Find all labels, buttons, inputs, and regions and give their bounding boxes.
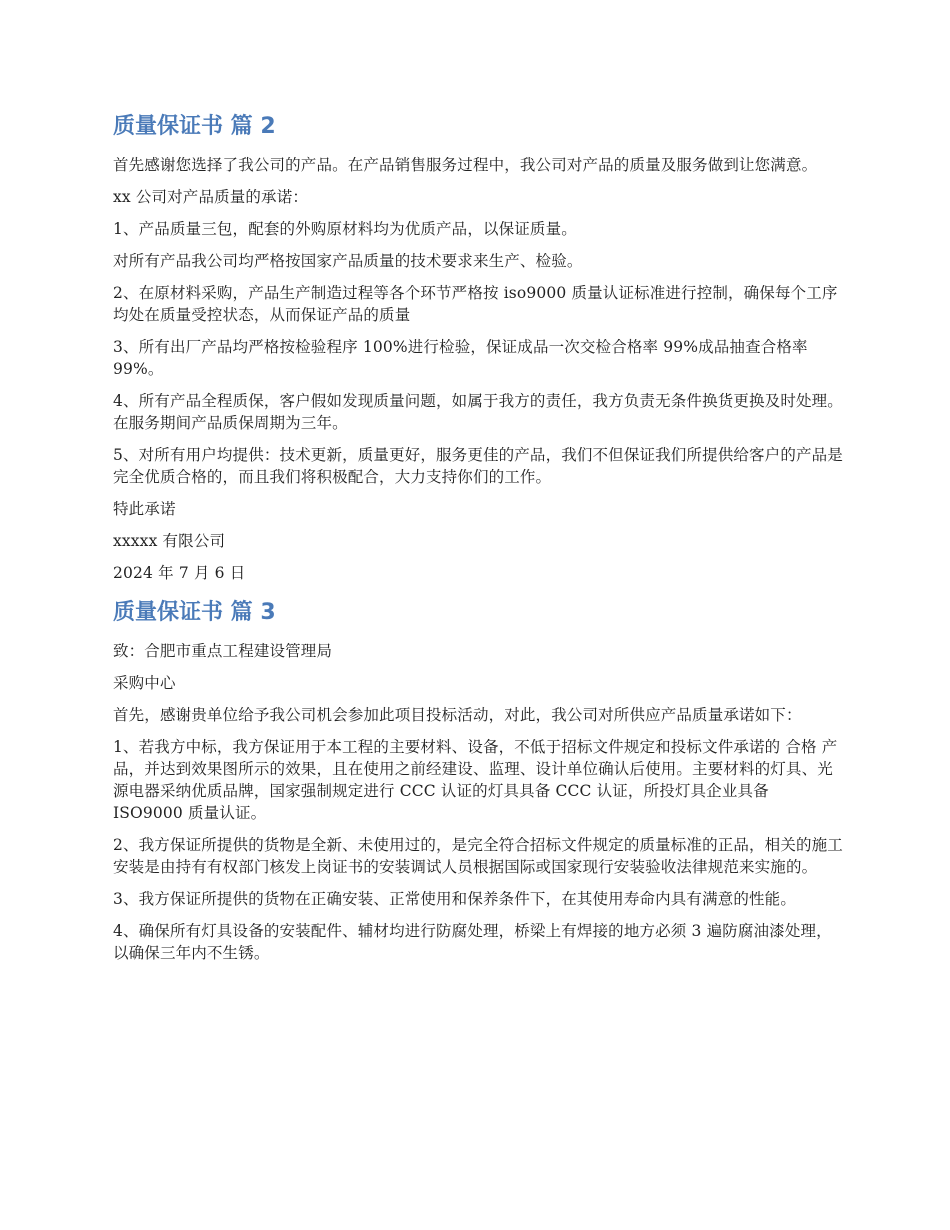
paragraph: 4、所有产品全程质保，客户假如发现质量问题，如属于我方的责任，我方负责无条件换货更换及时处理。在服务期间产品质保周期为三年。 — [113, 392, 843, 432]
paragraph: 1、若我方中标，我方保证用于本工程的主要材料、设备，不低于招标文件规定和投标文件承诺的 合格 产品，并达到效果图所示的效果，且在使用之前经建设、监理、设计单位确认后使用。主要材料的灯具、光源电器采纳优质品牌，国家强制规定进行 CCC 认证的灯具具备 CCC 认证，所投灯具企业具备 ISO9000 质量认证。 — [113, 738, 838, 822]
document-page — [113, 108, 843, 974]
section-3 — [113, 594, 843, 964]
date: 2024 年 7 月 6 日 — [113, 564, 246, 582]
paragraph: 对所有产品我公司均严格按国家产品质量的技术要求来生产、检验。 — [113, 252, 583, 270]
company-name: xxxxx 有限公司 — [113, 532, 226, 550]
paragraph: 2、我方保证所提供的货物是全新、未使用过的，是完全符合招标文件规定的质量标准的正品，相关的施工安装是由持有有权部门核发上岗证书的安装调试人员根据国际或国家现行安装验收法律规范来实施的。 — [113, 836, 843, 876]
paragraph: 4、确保所有灯具设备的安装配件、辅材均进行防腐处理，桥梁上有焊接的地方必须 3 遍防腐油漆处理，以确保三年内不生锈。 — [113, 922, 832, 962]
paragraph: 2、在原材料采购，产品生产制造过程等各个环节严格按 iso9000 质量认证标准进行控制，确保每个工序均处在质量受控状态，从而保证产品的质量 — [113, 284, 838, 324]
section-3-title: 质量保证书 篇 3 — [113, 600, 276, 625]
paragraph: 1、产品质量三包，配套的外购原材料均为优质产品，以保证质量。 — [113, 220, 577, 238]
paragraph: 首先感谢您选择了我公司的产品。在产品销售服务过程中，我公司对产品的质量及服务做到让您满意。 — [113, 156, 818, 174]
paragraph: 5、对所有用户均提供：技术更新，质量更好，服务更佳的产品，我们不但保证我们所提供给客户的产品是完全优质合格的，而且我们将积极配合，大力支持你们的工作。 — [113, 446, 843, 486]
paragraph: 首先，感谢贵单位给予我公司机会参加此项目投标活动，对此，我公司对所供应产品质量承诺如下： — [113, 706, 802, 724]
paragraph: xx 公司对产品质量的承诺： — [113, 188, 309, 206]
section-2-title: 质量保证书 篇 2 — [113, 114, 276, 139]
paragraph: 3、我方保证所提供的货物在正确安装、正常使用和保养条件下，在其使用寿命内具有满意的性能。 — [113, 890, 796, 908]
recipient-department: 采购中心 — [113, 674, 176, 692]
section-2 — [113, 108, 843, 584]
recipient: 致：合肥市重点工程建设管理局 — [113, 642, 333, 660]
closing-statement: 特此承诺 — [113, 500, 176, 518]
paragraph: 3、所有出厂产品均严格按检验程序 100%进行检验，保证成品一次交检合格率 99%成品抽查合格率 99%。 — [113, 338, 808, 378]
